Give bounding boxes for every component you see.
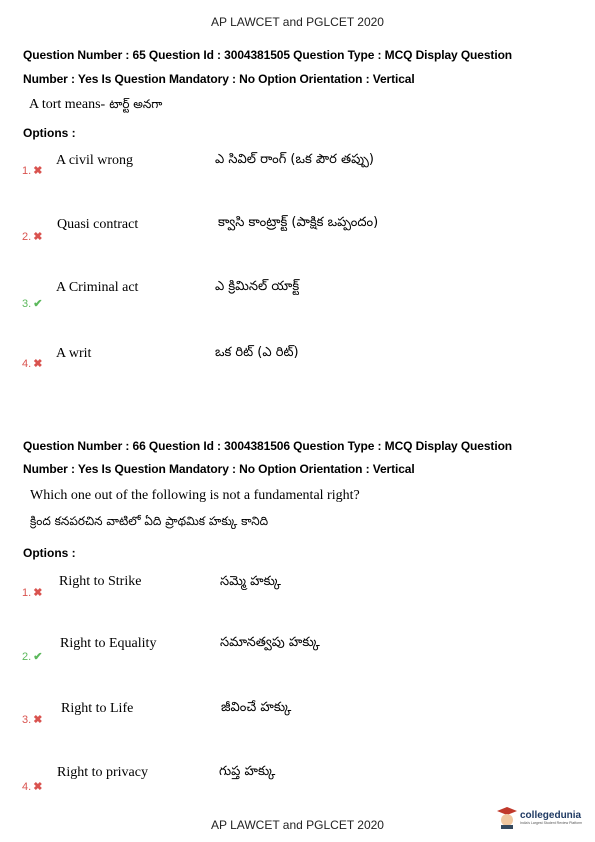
option-2-te[interactable]: క్వాసి కాంట్రాక్ట్ (పాక్షిక ఒప్పందం)	[218, 215, 379, 230]
question-meta-line1: Question Number : 65 Question Id : 3004381505 Question Type : MCQ Display Question	[23, 48, 513, 62]
option-3-number: 3. ✔	[22, 298, 43, 310]
question-meta-line1: Question Number : 66 Question Id : 3004381506 Question Type : MCQ Display Question	[23, 439, 513, 453]
option-2-en[interactable]: Right to Equality	[60, 636, 157, 651]
logo-tagline: India's Largest Student Review Platform	[520, 820, 583, 825]
option-1-te[interactable]: సమ్మె హక్కు	[220, 574, 281, 589]
option-1-number: 1. ✖	[22, 587, 43, 599]
logo-name: collegedunia	[520, 809, 582, 821]
option-2-number: 2. ✖	[22, 231, 43, 243]
option-1-en[interactable]: A civil wrong	[56, 153, 133, 168]
question-text-en: Which one out of the following is not a fundamental right?	[30, 488, 360, 503]
option-3-te[interactable]: ఎ క్రిమినల్ యాక్ట్	[215, 279, 300, 294]
page-footer: AP LAWCET and PGLCET 2020	[211, 818, 384, 832]
options-label: Options :	[23, 126, 76, 140]
page-header: AP LAWCET and PGLCET 2020	[211, 15, 384, 29]
option-4-number: 4. ✖	[22, 358, 43, 370]
option-4-te[interactable]: ఒక రిట్ (ఎ రిట్)	[215, 345, 299, 360]
collegedunia-logo	[497, 805, 582, 829]
option-4-en[interactable]: Right to privacy	[57, 765, 148, 780]
correct-mark-icon: ✔	[33, 298, 43, 310]
question-text-te: టార్ట్ అనగా	[109, 97, 163, 111]
option-1-number: 1. ✖	[22, 165, 43, 177]
wrong-mark-icon: ✖	[33, 781, 43, 793]
question-meta-line2: Number : Yes Is Question Mandatory : No Option Orientation : Vertical	[23, 462, 415, 476]
option-1-te[interactable]: ఎ సివిల్ రాంగ్ (ఒక పౌర తప్పు)	[215, 152, 374, 167]
wrong-mark-icon: ✖	[33, 165, 43, 177]
question-text-te: క్రింద కనపరచిన వాటిలో ఏది ప్రాథమిక హక్కు కానిది	[30, 514, 269, 528]
option-3-en[interactable]: Right to Life	[61, 701, 134, 716]
question-meta-line2: Number : Yes Is Question Mandatory : No Option Orientation : Vertical	[23, 72, 415, 86]
option-3-te[interactable]: జీవించే హక్కు	[221, 700, 292, 715]
question-text-en: A tort means-	[29, 97, 106, 112]
graduate-cap-icon	[497, 805, 517, 829]
correct-mark-icon: ✔	[33, 651, 43, 663]
option-2-en[interactable]: Quasi contract	[57, 217, 139, 232]
wrong-mark-icon: ✖	[33, 714, 43, 726]
option-4-number: 4. ✖	[22, 781, 43, 793]
option-3-en[interactable]: A Criminal act	[56, 280, 139, 295]
options-label: Options :	[23, 546, 76, 560]
wrong-mark-icon: ✖	[33, 231, 43, 243]
wrong-mark-icon: ✖	[33, 587, 43, 599]
option-2-number: 2. ✔	[22, 651, 43, 663]
option-4-en[interactable]: A writ	[56, 346, 92, 361]
wrong-mark-icon: ✖	[33, 358, 43, 370]
option-4-te[interactable]: గుప్త హక్కు	[219, 764, 276, 779]
question-text	[29, 95, 162, 114]
option-1-en[interactable]: Right to Strike	[59, 574, 142, 589]
option-2-te[interactable]: సమానత్వపు హక్కు	[220, 635, 320, 650]
option-3-number: 3. ✖	[22, 714, 43, 726]
